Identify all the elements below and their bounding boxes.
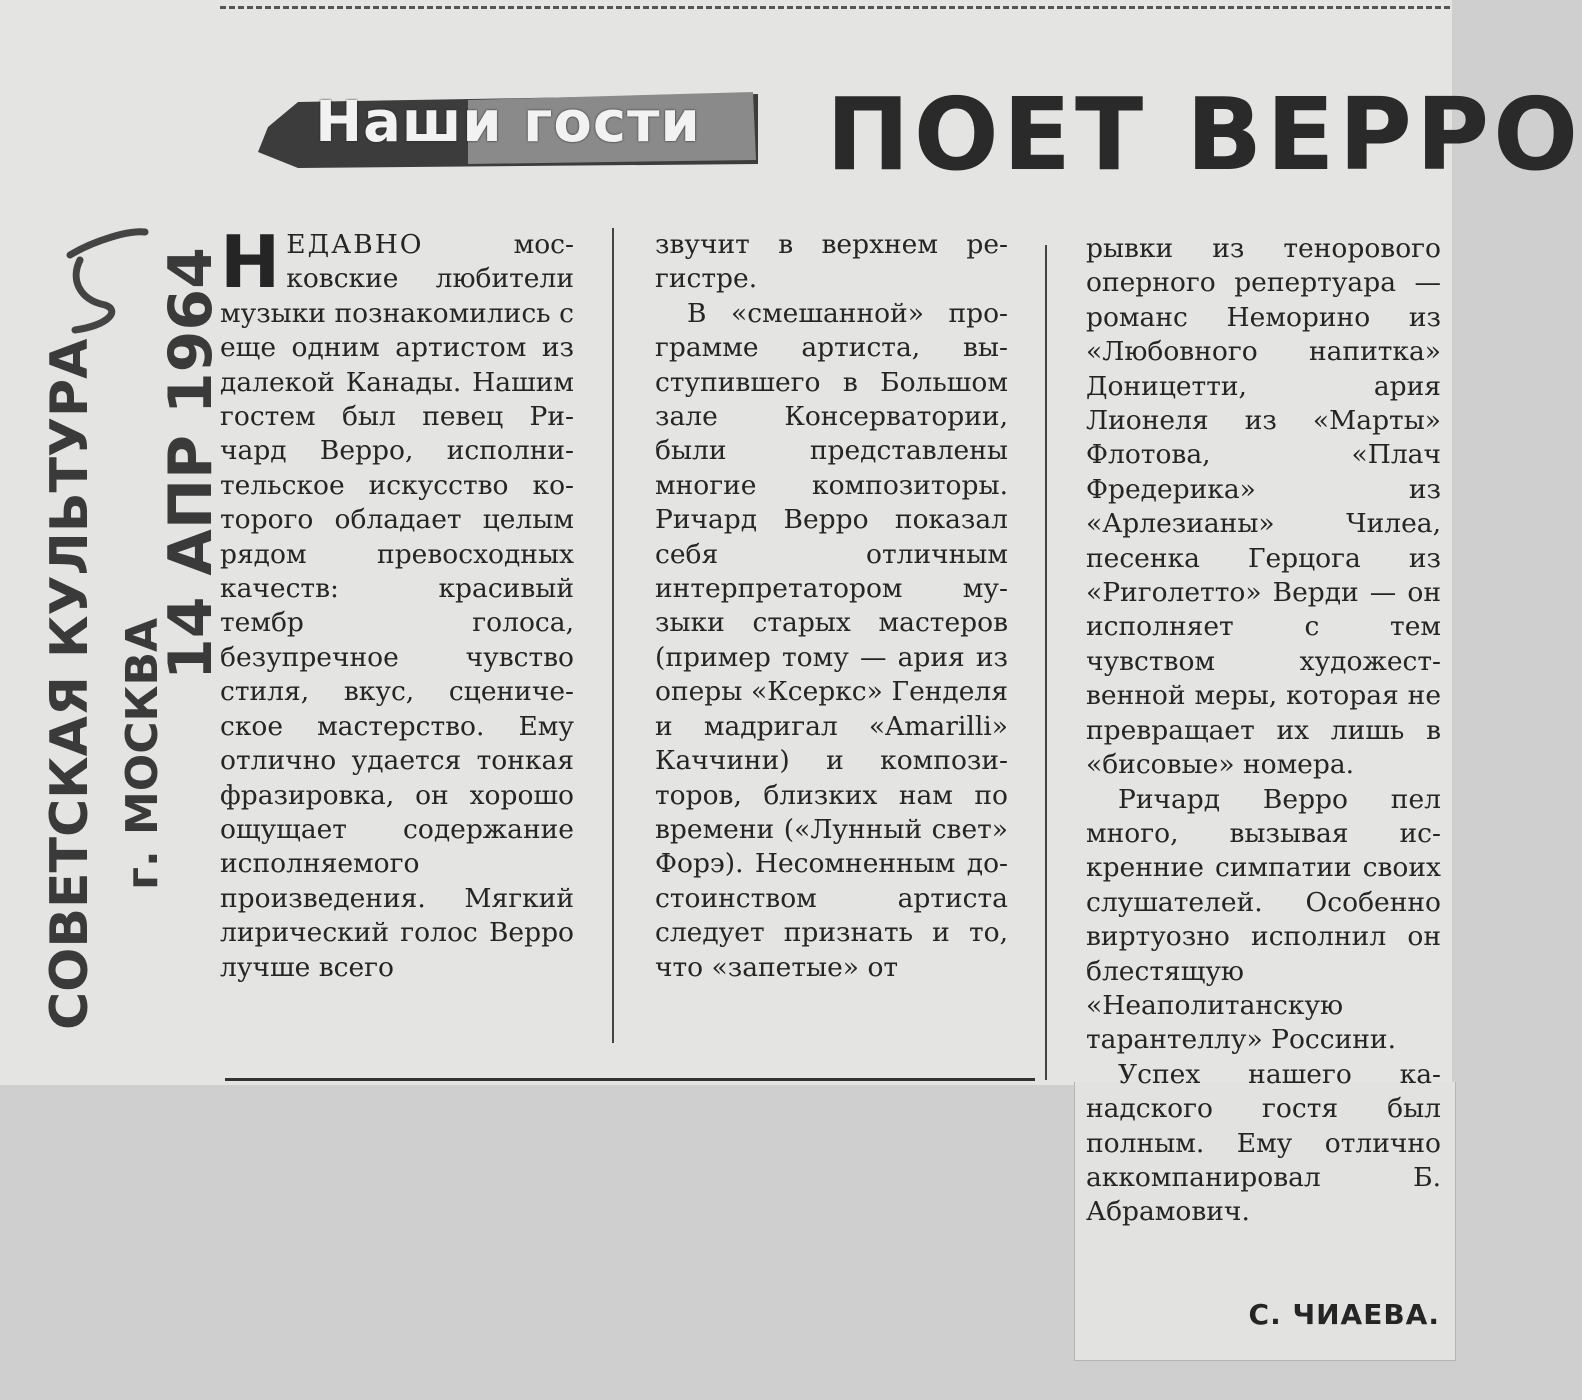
- stamp-city: г. МОСКВА: [117, 617, 168, 890]
- stamp-date: 14 АПР 1964: [156, 247, 226, 680]
- article-column-3: [1086, 232, 1441, 1230]
- paragraph-text: московские любители музыки познакомились с еще одним артистом из далекой Канады. Нашим гостем был певец Ричард Верро, исполнительское искусство которого обладает целым рядом превосходных качеств: красивый тембр голоса, безупречное чувство стиля, вкус, сценическое мастерство. Ему отлично удается тонкая фразировка, он хорошо ощущает содержание исполняемого произведения. Мягкий лирический голос Верро лучше всего: [220, 229, 574, 983]
- article-paragraph: звучит в верхнем регистре.: [655, 229, 1008, 295]
- drop-cap: Н: [220, 220, 281, 304]
- top-dashed-rule: [220, 6, 1450, 9]
- column-divider: [612, 228, 614, 1043]
- headline: ПОЕТ ВЕРРО: [826, 76, 1582, 193]
- author-byline: С. ЧИАЕВА.: [1248, 1298, 1440, 1331]
- article-paragraph: рывки из тенорового оперного репертуара — романс Неморино из «Любовного напитка» Доницетти, ария Лионеля из «Марты» Флотова, «Плач Фредерика» из «Арлезианы» Чилеа, песенка Герцога из «Риголетто» Верди — он исполняет с тем чувством художественной меры, которая не превращает их лишь в «бисовые» номера.: [1086, 233, 1441, 781]
- handwritten-mark-icon: [50, 220, 160, 340]
- article-column-2: [655, 228, 1008, 985]
- bottom-rule: [225, 1078, 1035, 1081]
- rubric-banner: [258, 72, 758, 172]
- lead-word: ЕДАВНО: [286, 229, 424, 260]
- article-paragraph: Успех нашего канадского гостя был полным. Ему отлично аккомпанировал Б. Абрамович.: [1086, 1058, 1441, 1228]
- article-paragraph: [220, 220, 574, 985]
- article-paragraph: В «смешанной» программе артиста, выступившего в Большом зале Консерватории, были представлены многие композиторы. Ричард Верро показал себя отличным интерпретатором музыки старых мастеров (пример тому — ария из оперы «Ксеркс» Генделя и мадригал «Amarilli» Каччини) и композиторов, близких нам по времени («Лунный свет» Форэ). Несомненным достоинством артиста следует признать и то, что «запетые» от: [655, 297, 1008, 983]
- stamp-newspaper: СОВЕТСКАЯ КУЛЬТУРА: [40, 338, 100, 1030]
- rubric-title: Наши гости: [315, 89, 701, 155]
- article-paragraph: Ричард Верро пел много, вызывая искренние симпатии своих слушателей. Особенно виртуозно исполнил он блестящую «Неаполитанскую тарантеллу» Россини.: [1086, 783, 1441, 1056]
- column-divider: [1045, 245, 1047, 1080]
- article-column-1: [220, 220, 574, 985]
